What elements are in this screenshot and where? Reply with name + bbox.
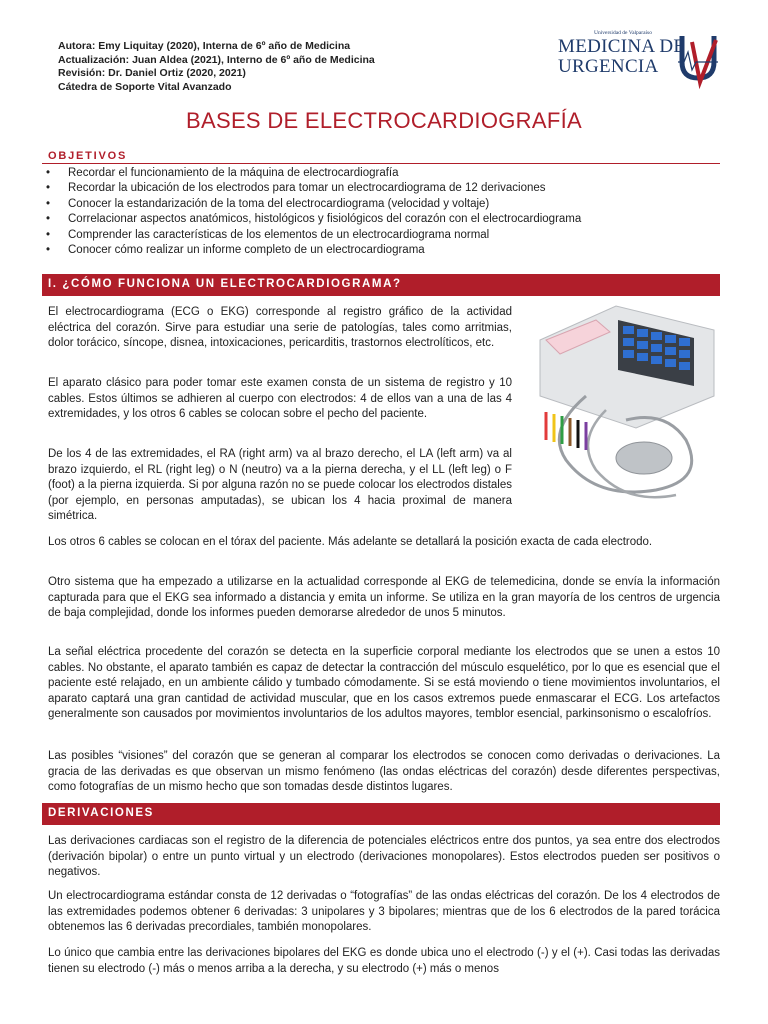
credit-author: Autora: Emy Liquitay (2020), Interna de 6º año de Medicina [58,40,351,52]
list-item: • Conocer cómo realizar un informe completo de un electrocardiograma [44,243,724,258]
logo-university: Universidad de Valparaíso [594,30,652,36]
bullet-icon: • [46,213,51,226]
section-1-paragraph-4: Los otros 6 cables se colocan en el tórax del paciente. Más adelante se detallará la posición exacta de cada electrodo. [48,536,653,548]
section-1-paragraph-7: Las posibles “visiones” del corazón que se generan al comparar los electrodos se conocen como derivadas o derivaciones. La gracia de las derivadas es que observan un mismo fenómeno (las ondas eléctricas del corazón) desde diferentes perspectivas, como fotografías de un mismo hecho que son tomadas desde distintos lugares. [48,750,720,794]
objectives-list [44,166,724,258]
section-1-paragraph-6: La señal eléctrica procedente del corazón se detecta en la superficie corporal mediante los electrodos que se unen a estos 10 cables. No obstante, el aparato también es capaz de detectar la contracción del músculo esquelético, por lo que es esencial que el paciente esté relajado, en un ambiente cálido y tumbado cómodamente. Si se está moviendo o tiene movimientos involuntarios, el aparato captará una gran cantidad de actividad muscular, que en los casos extremos puede enmascarar el ECG. Los artefactos generalmente son causados por movimientos involuntarios de los adultos mayores, temblor esencial, parkinsonismo o escalofríos. [48,646,720,721]
objectives-label: OBJETIVOS [48,150,128,162]
section-2-heading: DERIVACIONES [48,807,154,819]
section-1-paragraph-3: De los 4 de las extremidades, el RA (right arm) va al brazo derecho, el LA (left arm) va al brazo izquierdo, el RL (right leg) o N (neutro) va a la pierna derecha, y el LL (left leg) o F (foot) a la pierna izquierda. Si por alguna razón no se puede colocar los electrodos distales (por ejemplo, en personas amputadas), se ubican los 4 hacia proximal de manera simétrica. [48,448,512,523]
bullet-icon: • [46,244,51,257]
ecg-machine-image [526,300,722,522]
section-2-paragraph-2: Un electrocardiograma estándar consta de 12 derivadas o “fotografías” de las ondas eléctricas del corazón. De los 4 electrodos de las extremidades podemos obtener 6 derivadas: 3 unipolares y 3 bipolares; mientras que de los 6 electrodos de la pared torácica obtenemos las 6 derivadas precordiales, también monopolares. [48,890,720,934]
bullet-icon: • [46,228,51,241]
section-1-heading-bar [42,274,720,296]
credit-update: Actualización: Juan Aldea (2021), Interno de 6º año de Medicina [58,53,375,66]
list-item: • Conocer la estandarización de la toma del electrocardiograma (velocidad y voltaje) [44,197,724,212]
list-item: • Recordar la ubicación de los electrodos para tomar un electrocardiograma de 12 derivaciones [44,181,724,196]
section-2-paragraph-3: Lo único que cambia entre las derivaciones bipolares del EKG es donde ubica uno el electrodo (-) y el (+). Casi todas las derivadas tienen su electrodo (-) más o menos arriba a la derecha, y su electrodo (+) más o menos [48,947,720,975]
bullet-icon: • [46,182,51,195]
section-1-paragraph-2: El aparato clásico para poder tomar este examen consta de un sistema de registro y 10 cables. Estos últimos se adhieren al cuerpo con electrodos: 4 de ellos van a una de las 4 extremidades, y los otros 6 cables se colocan sobre el pecho del paciente. [48,377,512,421]
bullet-icon: • [46,197,51,210]
page-title: BASES DE ELECTROCARDIOGRAFÍA [186,108,582,133]
logo-line-2: URGENCIA [558,56,659,77]
document-credits [58,40,458,94]
bullet-icon: • [46,167,51,179]
list-item: • Comprender las características de los elementos de un electrocardiograma normal [44,228,724,243]
uv-emblem-icon [678,32,720,90]
list-item: • Correlacionar aspectos anatómicos, histológicos y fisiológicos del corazón con el electrocardiograma [44,212,724,227]
section-1-heading: I. ¿CÓMO FUNCIONA UN ELECTROCARDIOGRAMA? [48,278,402,290]
medicina-de-urgencia-logo [558,30,718,90]
objectives-divider [42,163,720,164]
credit-review: Revisión: Dr. Daniel Ortiz (2020, 2021) [58,67,246,79]
section-2-paragraph-1: Las derivaciones cardiacas son el registro de la diferencia de potenciales eléctricos entre dos puntos, ya sea entre dos electrodos (derivación bipolar) o entre un punto virtual y un electrodo (derivaciones monopolares). Estos electrodos pueden ser positivos o negativos. [48,835,720,879]
section-1-paragraph-1: El electrocardiograma (ECG o EKG) corresponde al registro gráfico de la actividad eléctrica del corazón. Sirve para estudiar una serie de patologías, tales como arritmias, dolor torácico, síncope, disnea, intoxicaciones, pericarditis, trastornos electrolíticos, etc. [48,306,512,350]
list-item: • Recordar el funcionamiento de la máquina de electrocardiografía [44,166,724,181]
section-1-paragraph-5: Otro sistema que ha empezado a utilizarse en la actualidad corresponde al EKG de telemedicina, donde se envía la información capturada para que el EKG sea informado a distancia y emita un informe. Se utiliza en la gran mayoría de los centros de urgencia de baja complejidad, donde los informes pueden demorarse alrededor de unos 5 minutos. [48,576,720,620]
section-2-heading-bar [42,803,720,825]
credit-chair: Cátedra de Soporte Vital Avanzado [58,80,232,93]
logo-line-1: MEDICINA DE [558,36,686,57]
